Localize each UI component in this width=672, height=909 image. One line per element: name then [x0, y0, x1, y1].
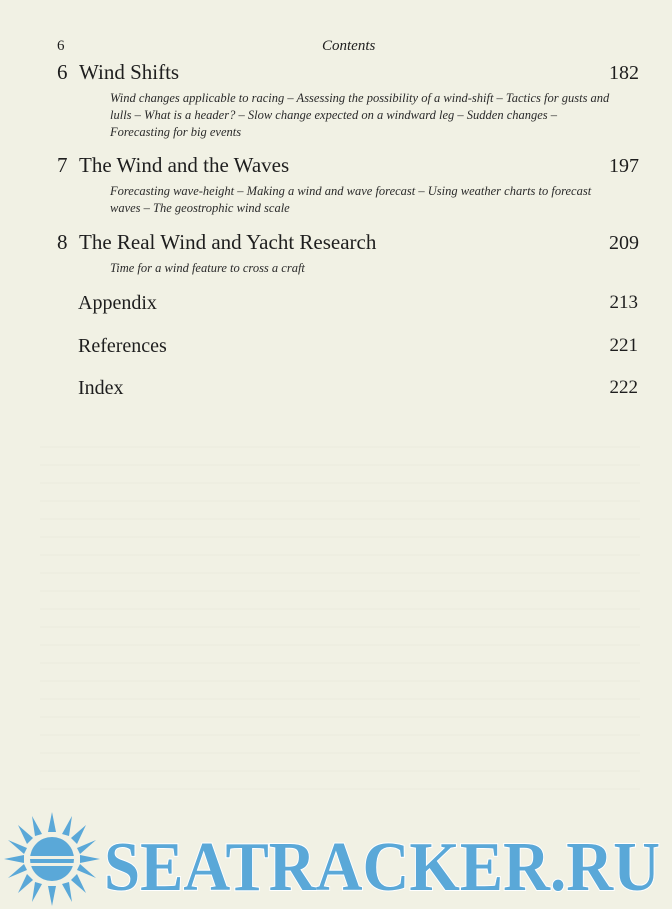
chapter-page: 209 [609, 232, 639, 254]
chapter-number: 6 [57, 60, 68, 84]
chapter-number: 7 [57, 153, 68, 177]
watermark-text: SEATRACKER.RU [104, 829, 660, 906]
back-matter-page: 213 [609, 292, 638, 313]
toc-entry-appendix [78, 292, 638, 322]
back-matter-title: References [78, 335, 167, 357]
chapter-title: The Wind and the Waves [79, 153, 290, 177]
page-number: 6 [57, 38, 65, 54]
watermark [0, 810, 672, 909]
back-matter-title: Appendix [78, 292, 157, 314]
chapter-title: Wind Shifts [79, 60, 180, 84]
chapter-summary: Time for a wind feature to cross a craft [110, 261, 305, 275]
chapter-summary: Forecasting wave-height – Making a wind and wave forecast – Using weather charts to forecast waves – The geostrophic wind scale [110, 184, 592, 215]
watermark-graphic [0, 810, 672, 909]
chapter-summary: Wind changes applicable to racing – Assessing the possibility of a wind-shift – Tactics for gusts and lulls – What is a header? – Slow change expected on a windward leg – Sudden changes – Forecasting for big events [110, 91, 610, 139]
toc-entry-chapter-6 [57, 60, 639, 141]
sun-burst-icon [4, 812, 100, 906]
toc-entry-index [78, 377, 638, 407]
toc-entry-chapter-7 [57, 153, 639, 217]
running-title: Contents [322, 38, 376, 54]
back-matter-page: 222 [609, 377, 638, 398]
chapter-title: The Real Wind and Yacht Research [79, 230, 377, 254]
show-through-texture [40, 430, 640, 790]
chapter-number: 8 [57, 230, 68, 254]
toc-entry-chapter-8 [57, 230, 639, 277]
back-matter-page: 221 [609, 335, 638, 356]
chapter-page: 182 [609, 62, 639, 84]
chapter-page: 197 [609, 155, 639, 177]
back-matter-title: Index [78, 377, 124, 399]
toc-entry-references [78, 335, 638, 365]
